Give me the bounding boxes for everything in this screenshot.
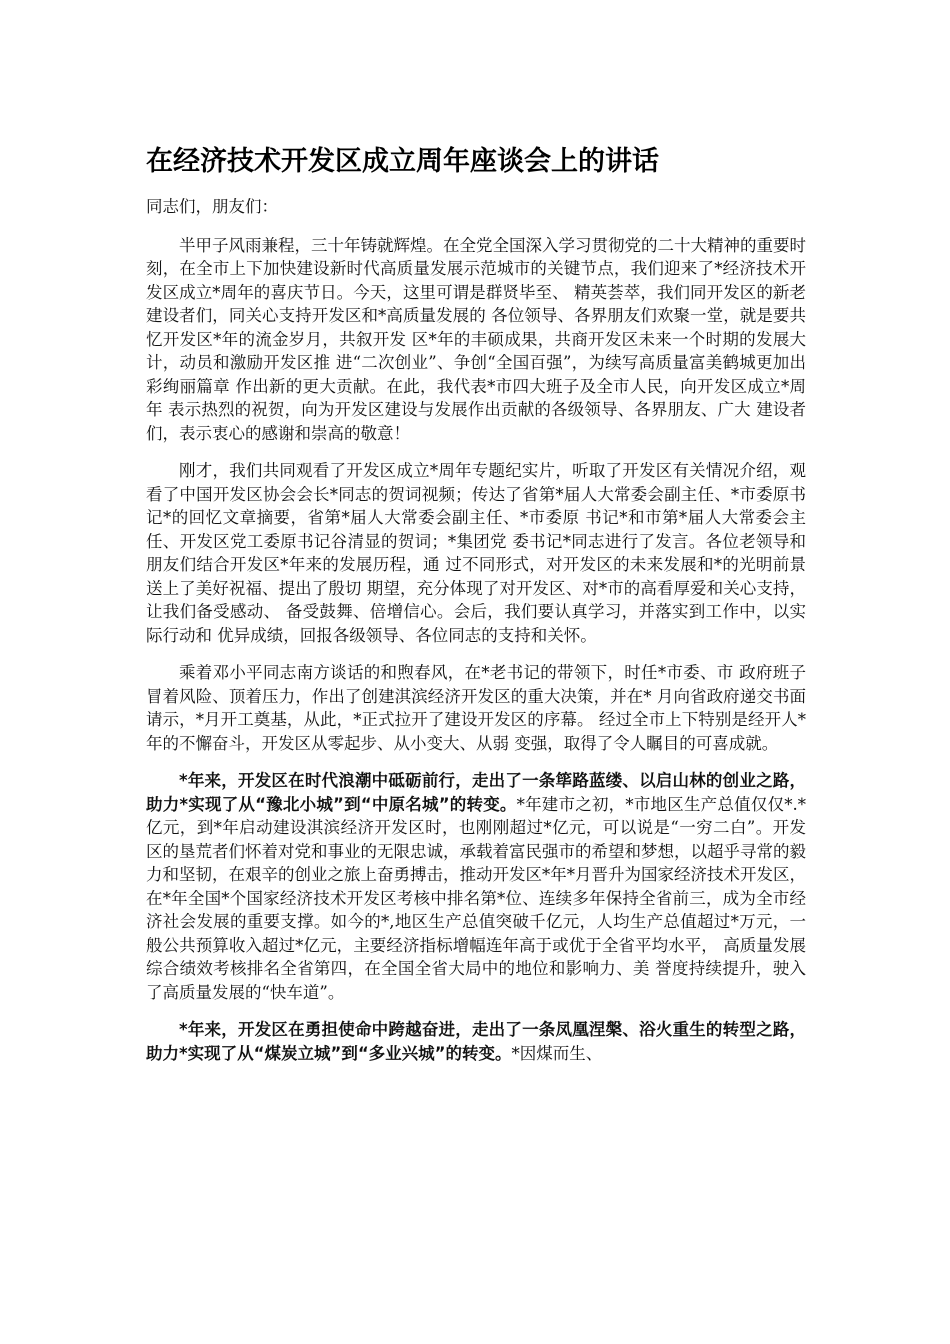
- paragraph: [146, 459, 806, 647]
- paragraph-lead: *年来，开发区在时代浪潮中砥砺前行，走出了一条筚路蓝缕、以启山林的创业之路，助力*实现了从“豫北小城”到“中原名城”的转变。: [146, 771, 806, 814]
- paragraph-text: 刚才，我们共同观看了开发区成立*周年专题纪实片，听取了开发区有关情况介绍，观看了中国开发区协会会长*同志的贺词视频；传达了省第*届人大常委会副主任、*市委原书记*的回忆文章摘要，省第*届人大常委会副主任、*市委原 书记*和市第*届人大常委会主任、开发区党工委原书记谷清显的贺词；*集团党 委书记*同志进行了发言。各位老领导和朋友们结合开发区*年来的发展历程，通 过不同形式，对开发区的未来发展和*的光明前景送上了美好祝福、提出了殷切 期望，充分体现了对开发区、对*市的高看厚爱和关心支持，让我们备受感动、 备受鼓舞、倍增信心。会后，我们要认真学习，并落实到工作中，以实际行动和 优异成绩，回报各级领导、各位同志的支持和关怀。: [146, 461, 806, 645]
- paragraph-text: *因煤而生、: [511, 1043, 603, 1063]
- paragraph: [146, 661, 806, 755]
- paragraph-text: 半甲子风雨兼程，三十年铸就辉煌。在全党全国深入学习贯彻党的二十大精神的重要时刻，在全市上下加快建设新时代高质量发展示范城市的关键节点，我们迎来了*经济技术开发区成立*周年的喜庆节日。今天，这里可谓是群贤毕至、 精英荟萃，我们同开发区的新老建设者们，同关心支持开发区和*高质量发展的 各位领导、各界朋友们欢聚一堂，就是要共忆开发区*年的流金岁月，共叙开发 区*年的丰硕成果，共商开发区未来一个时期的发展大计，动员和激励开发区推 进“二次创业”、争创“全国百强”，为续写高质量富美鹤城更加出彩绚丽篇章 作出新的更大贡献。在此，我代表*市四大班子及全市人民，向开发区成立*周年 表示热烈的祝贺，向为开发区建设与发展作出贡献的各级领导、各界朋友、广大 建设者们，表示衷心的感谢和崇高的敬意！: [146, 235, 806, 443]
- salutation: 同志们，朋友们：: [146, 197, 278, 216]
- paragraph: [146, 234, 806, 446]
- document-body: [146, 195, 806, 1079]
- document-title: 在经济技术开发区成立周年座谈会上的讲话: [146, 146, 659, 177]
- paragraph-text: 乘着邓小平同志南方谈话的和煦春风，在*老书记的带领下，时任*市委、市 政府班子冒着风险、顶着压力，作出了创建淇滨经济开发区的重大决策，并在* 月向省政府递交书面请示，*月开工奠基，从此，*正式拉开了建设开发区的序幕。 经过全市上下特别是经开人*年的不懈奋斗，开发区从零起步、从小变大、从弱 变强，取得了令人瞩目的可喜成就。: [146, 663, 806, 753]
- paragraph: [146, 769, 806, 1004]
- paragraph-lead: *年来，开发区在勇担使命中跨越奋进，走出了一条凤凰涅槃、浴火重生的转型之路，助力*实现了从“煤炭立城”到“多业兴城”的转变。: [146, 1020, 806, 1063]
- paragraph: [146, 1018, 806, 1065]
- paragraph-text: *年建市之初，*市地区生产总值仅仅*.*亿元，到*年启动建设淇滨经济开发区时，也刚刚超过*亿元，可以说是“一穷二白”。开发区的垦荒者们怀着对党和事业的无限忠诚，承载着富民强市的希望和梦想，以超乎寻常的毅力和坚韧，在艰辛的创业之旅上奋勇搏击，推动开发区*年*月晋升为国家经济技术开发区，在*年全国*个国家经济技术开发区考核中排名第*位、连续多年保持全省前三，成为全市经济社会发展的重要支撑。如今的*,地区生产总值突破千亿元，人均生产总值超过*万元，一般公共预算收入超过*亿元，主要经济指标增幅连年高于或优于全省平均水平， 高质量发展综合绩效考核排名全省第四，在全国全省大局中的地位和影响力、美 誉度持续提升，驶入了高质量发展的“快车道”。: [146, 794, 806, 1002]
